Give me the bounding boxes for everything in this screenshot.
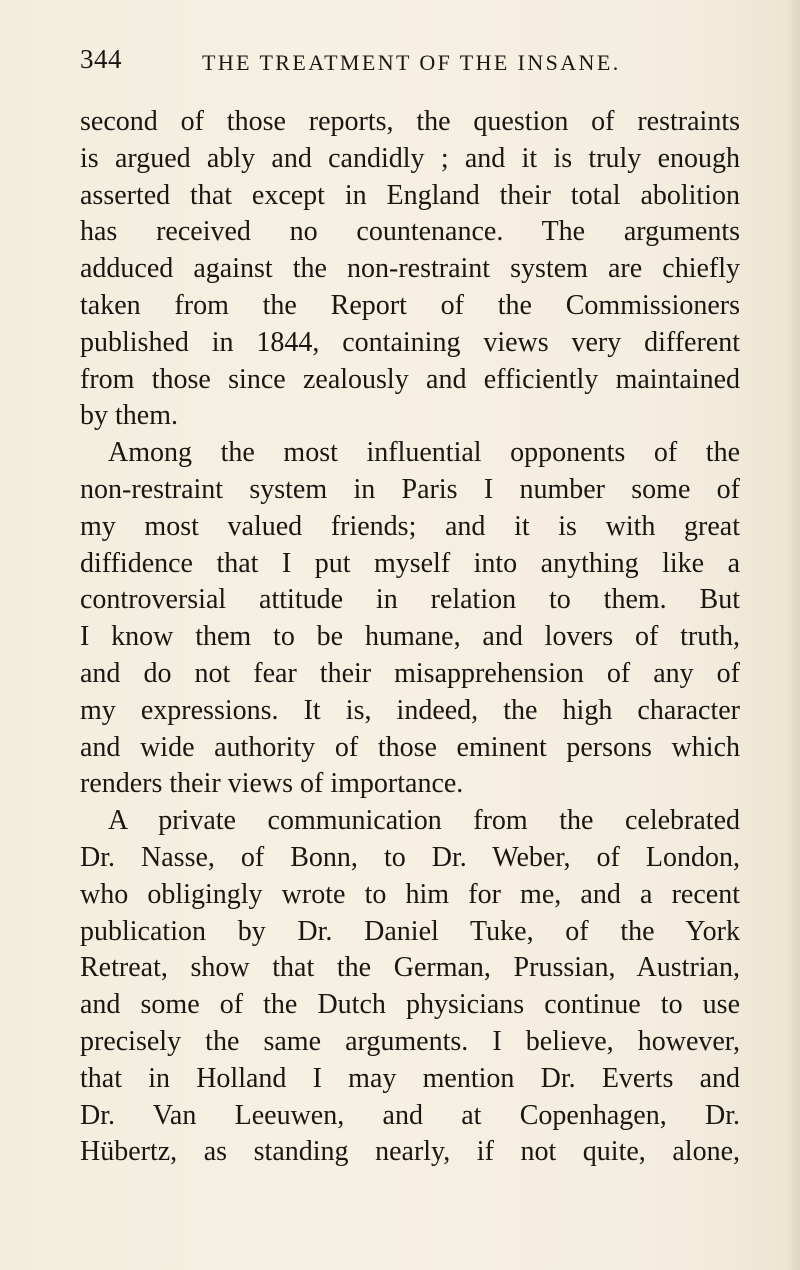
page-number: 344 bbox=[80, 44, 122, 74]
text-line: taken from the Report of the Commissioners bbox=[80, 289, 740, 321]
text-line: I know them to be humane, and lovers of truth, bbox=[80, 621, 740, 653]
text-line: controversial attitude in relation to them. But bbox=[80, 584, 740, 616]
page-edge-shadow bbox=[786, 0, 800, 1270]
text-line: from those since zealously and efficiently maintained bbox=[80, 363, 740, 395]
text-line: second of those reports, the question of restraints bbox=[80, 106, 740, 137]
text-line: publication by Dr. Daniel Tuke, of the York bbox=[80, 915, 740, 947]
page-header bbox=[80, 44, 740, 84]
text-line: published in 1844, containing views very different bbox=[80, 326, 740, 358]
text-line: non-restraint system in Paris I number some of bbox=[80, 473, 740, 505]
text-line: my most valued friends; and it is with great bbox=[80, 510, 740, 542]
text-line: diffidence that I put myself into anything like a bbox=[80, 547, 740, 579]
text-line: and do not fear their misapprehension of any of bbox=[80, 657, 740, 689]
text-line: Among the most influential opponents of the bbox=[108, 437, 740, 469]
text-line: my expressions. It is, indeed, the high character bbox=[80, 694, 740, 726]
text-line: that in Holland I may mention Dr. Everts and bbox=[80, 1062, 740, 1094]
text-line: adduced against the non-restraint system are chiefly bbox=[80, 253, 740, 285]
text-line: who obligingly wrote to him for me, and a recent bbox=[80, 878, 740, 910]
text-line: precisely the same arguments. I believe, however, bbox=[80, 1025, 740, 1057]
text-line: has received no countenance. The arguments bbox=[80, 216, 740, 248]
running-head: THE TREATMENT OF THE INSANE. bbox=[202, 50, 621, 75]
text-line: is argued ably and candidly ; and it is truly enough bbox=[80, 142, 740, 174]
text-line: Hübertz, as standing nearly, if not quite, alone, bbox=[80, 1136, 740, 1168]
text-line: Dr. Van Leeuwen, and at Copenhagen, Dr. bbox=[80, 1099, 740, 1131]
text-line: by them. bbox=[80, 400, 178, 432]
text-line: renders their views of importance. bbox=[80, 768, 464, 800]
text-line: Retreat, show that the German, Prussian, Austrian, bbox=[80, 952, 740, 984]
text-line: and wide authority of those eminent persons which bbox=[80, 731, 740, 763]
text-line: asserted that except in England their total abolition bbox=[80, 179, 740, 211]
body-text bbox=[80, 104, 740, 1171]
text-line: A private communication from the celebrated bbox=[108, 805, 740, 837]
text-line: Dr. Nasse, of Bonn, to Dr. Weber, of London, bbox=[80, 841, 740, 873]
text-line: and some of the Dutch physicians continue to use bbox=[80, 989, 740, 1021]
